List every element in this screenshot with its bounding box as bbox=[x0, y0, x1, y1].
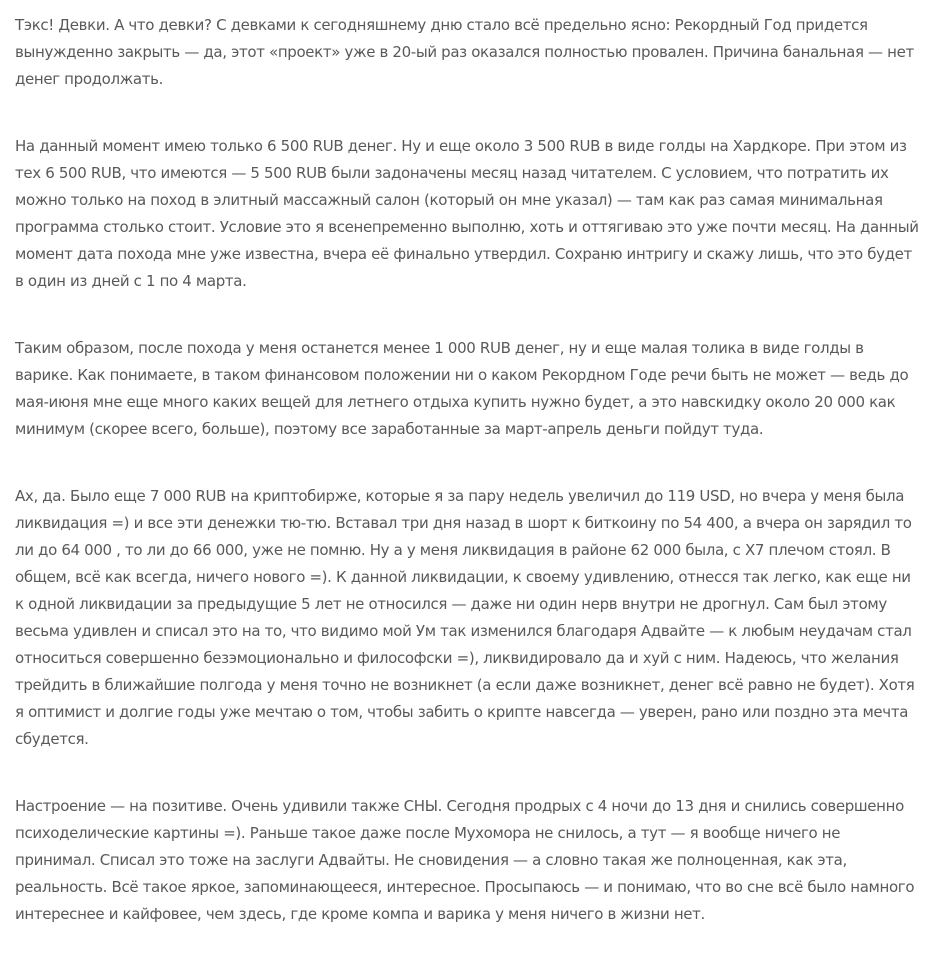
paragraph-money: На данный момент имею только 6 500 RUB денег. Ну и еще около 3 500 RUB в виде голды на Хардкоре. При этом из тех 6 500 RUB, что имеются — 5 500 RUB были задоначены месяц назад читателем. С условием, что потратить их можно только на поход в элитный массажный салон (который он мне указал) — там как раз самая минимальная программа столько стоит. Условие это я всенепременно выполню, хоть и оттягиваю это уже почти месяц. На данный момент дата похода мне уже известна, вчера её финально утвердил. Сохраню интригу и скажу лишь, что это будет в один из дней с 1 по 4 марта. bbox=[15, 137, 919, 290]
paragraph-mood: Настроение — на позитиве. Очень удивили также СНЫ. Сегодня продрых с 4 ночи до 13 дня и снились совершенно психоделические картины =). Раньше такое даже после Мухомора не снилось, а тут — я вообще ничего не принимал. Списал это тоже на заслуги Адвайты. Не сновидения — а словно такая же полноценная, как эта, реальность. Всё такое яркое, запоминающееся, интересное. Просыпаюсь — и понимаю, что во сне всё было намного интереснее и кайфовее, чем здесь, где кроме компа и варика у меня ничего в жизни нет. bbox=[15, 797, 915, 923]
paragraph-plans: Таким образом, после похода у меня останется менее 1 000 RUB денег, ну и еще малая толика в виде голды в варике. Как понимаете, в таком финансовом положении ни о каком Рекордном Годе речи быть не может — ведь до мая-июня мне еще много каких вещей для летнего отдыха купить нужно будет, а это навскидку около 20 000 как минимум (скорее всего, больше), поэтому все заработанные за март-апрель деньги пойдут туда. bbox=[15, 339, 909, 438]
paragraph-crypto: Ах, да. Было еще 7 000 RUB на криптобирже, которые я за пару недель увеличил до 119 USD, но вчера у меня была ликвидация =) и все эти денежки тю-тю. Вставал три дня назад в шорт к биткоину по 54 400, а вчера он зарядил то ли до 64 000 , то ли до 66 000, уже не помню. Ну а у меня ликвидация в районе 62 000 была, с Х7 плечом стоял. В общем, всё как всегда, ничего нового =). К данной ликвидации, к своему удивлению, отнесся так легко, как еще ни к одной ликвидации за предыдущие 5 лет не относился — даже ни один нерв внутри не дрогнул. Сам был этому весьма удивлен и списал это на то, что видимо мой Ум так изменился благодаря Адвайте — к любым неудачам стал относиться совершенно безэмоционально и философски =), ликвидировало да и хуй с ним. Надеюсь, что желания трейдить в ближайшие полгода у меня точно не возникнет (а если даже возникнет, денег всё равно не будет). Хотя я оптимист и долгие годы уже мечтаю о том, чтобы забить о крипте навсегда — уверен, рано или поздно эта мечта сбудется. bbox=[15, 487, 915, 748]
paragraph-record-year: Тэкс! Девки. А что девки? С девками к сегодняшнему дню стало всё предельно ясно: Рекордный Год придется вынужденно закрыть — да, этот «проект» уже в 20-ый раз оказался полностью провален. Причина банальная — нет денег продолжать. bbox=[15, 16, 914, 88]
